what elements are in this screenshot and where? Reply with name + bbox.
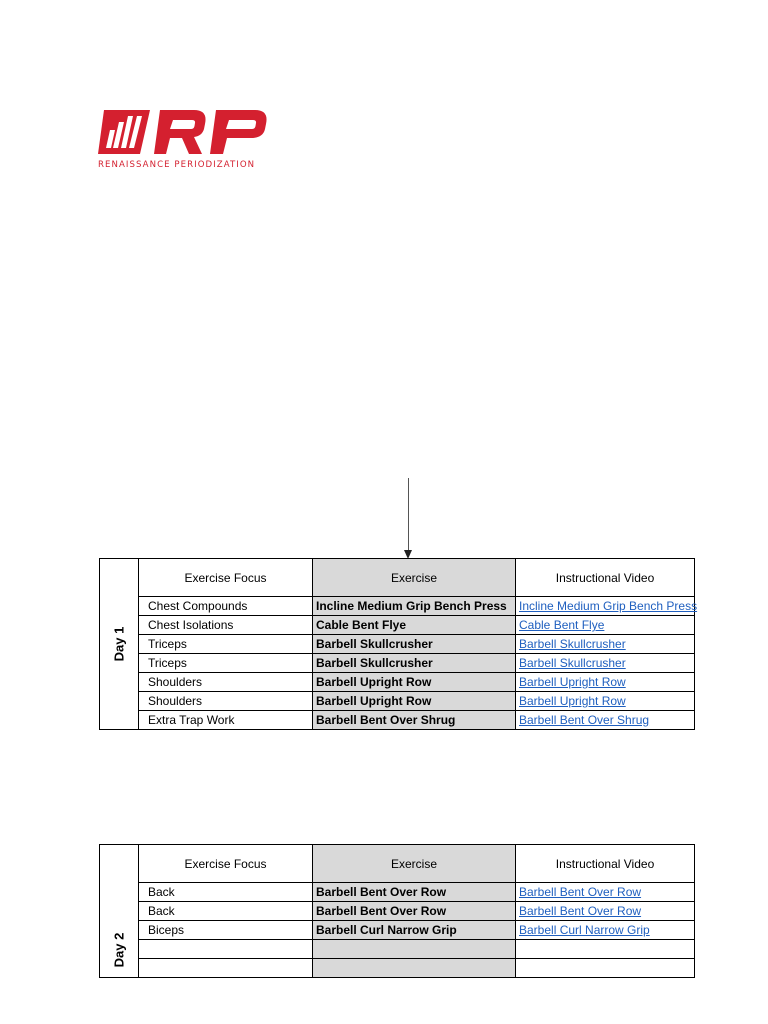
exercise-focus-cell: Biceps [139, 921, 313, 940]
table-row [100, 673, 695, 692]
table-row [100, 692, 695, 711]
day-2-table [99, 844, 695, 978]
video-cell [516, 711, 695, 730]
day-label: Day 2 [111, 932, 127, 968]
table-header-row [100, 845, 695, 883]
exercise-focus-cell: Shoulders [139, 673, 313, 692]
video-cell [516, 597, 698, 616]
table-row [100, 902, 695, 921]
table-row [100, 883, 695, 902]
day-1-block [99, 558, 698, 734]
header-instructional-video: Instructional Video [516, 845, 695, 883]
exercise-focus-cell [139, 940, 313, 959]
day-label: Day 1 [111, 626, 127, 662]
exercise-cell: Barbell Upright Row [313, 673, 516, 692]
video-link[interactable]: Incline Medium Grip Bench Press [519, 599, 698, 613]
video-cell [516, 940, 695, 959]
exercise-cell: Barbell Skullcrusher [313, 654, 516, 673]
video-link[interactable]: Barbell Skullcrusher [519, 637, 626, 651]
exercise-focus-cell: Triceps [139, 654, 313, 673]
table-row [100, 635, 695, 654]
table-row [100, 711, 695, 730]
exercise-focus-cell: Back [139, 883, 313, 902]
day-cell [100, 559, 139, 730]
video-link[interactable]: Barbell Bent Over Row [519, 904, 642, 918]
exercise-cell [313, 959, 516, 978]
video-cell [516, 692, 695, 711]
exercise-focus-cell: Extra Trap Work [139, 711, 313, 730]
table-row [100, 940, 695, 959]
exercise-cell: Barbell Curl Narrow Grip [313, 921, 516, 940]
exercise-focus-cell: Triceps [139, 635, 313, 654]
exercise-focus-cell: Shoulders [139, 692, 313, 711]
table-row [100, 616, 695, 635]
video-cell [516, 921, 695, 940]
header-exercise: Exercise [313, 845, 516, 883]
header-exercise: Exercise [313, 559, 516, 597]
exercise-focus-cell: Chest Isolations [139, 616, 313, 635]
video-link[interactable]: Barbell Bent Over Row [519, 885, 642, 899]
exercise-focus-cell [139, 959, 313, 978]
table-row [100, 597, 695, 616]
pointer-arrow-line [408, 478, 409, 551]
day-1-table [99, 558, 698, 730]
header-instructional-video: Instructional Video [516, 559, 695, 597]
video-cell [516, 673, 695, 692]
table-header-row [100, 559, 695, 597]
exercise-cell: Barbell Bent Over Row [313, 902, 516, 921]
exercise-cell: Barbell Upright Row [313, 692, 516, 711]
day-cell [100, 845, 139, 978]
video-link[interactable]: Barbell Skullcrusher [519, 656, 626, 670]
day-2-block [99, 844, 694, 968]
exercise-cell: Barbell Skullcrusher [313, 635, 516, 654]
video-link[interactable]: Barbell Upright Row [519, 694, 626, 708]
exercise-cell: Incline Medium Grip Bench Press [313, 597, 516, 616]
logo-mark [98, 106, 270, 156]
video-cell [516, 883, 695, 902]
header-exercise-focus: Exercise Focus [139, 845, 313, 883]
video-cell [516, 959, 695, 978]
video-cell [516, 635, 695, 654]
video-cell [516, 616, 695, 635]
header-exercise-focus: Exercise Focus [139, 559, 313, 597]
exercise-cell: Barbell Bent Over Shrug [313, 711, 516, 730]
video-cell [516, 902, 695, 921]
table-row [100, 959, 695, 978]
exercise-focus-cell: Back [139, 902, 313, 921]
exercise-cell [313, 940, 516, 959]
exercise-cell: Barbell Bent Over Row [313, 883, 516, 902]
table-row [100, 921, 695, 940]
video-link[interactable]: Barbell Bent Over Shrug [519, 713, 650, 727]
rp-logo [98, 106, 270, 174]
exercise-cell: Cable Bent Flye [313, 616, 516, 635]
video-cell [516, 654, 695, 673]
video-link[interactable]: Cable Bent Flye [519, 618, 605, 632]
video-link[interactable]: Barbell Upright Row [519, 675, 626, 689]
exercise-focus-cell: Chest Compounds [139, 597, 313, 616]
video-link[interactable]: Barbell Curl Narrow Grip [519, 923, 650, 937]
logo-tagline: RENAISSANCE PERIODIZATION [98, 160, 256, 170]
table-row [100, 654, 695, 673]
